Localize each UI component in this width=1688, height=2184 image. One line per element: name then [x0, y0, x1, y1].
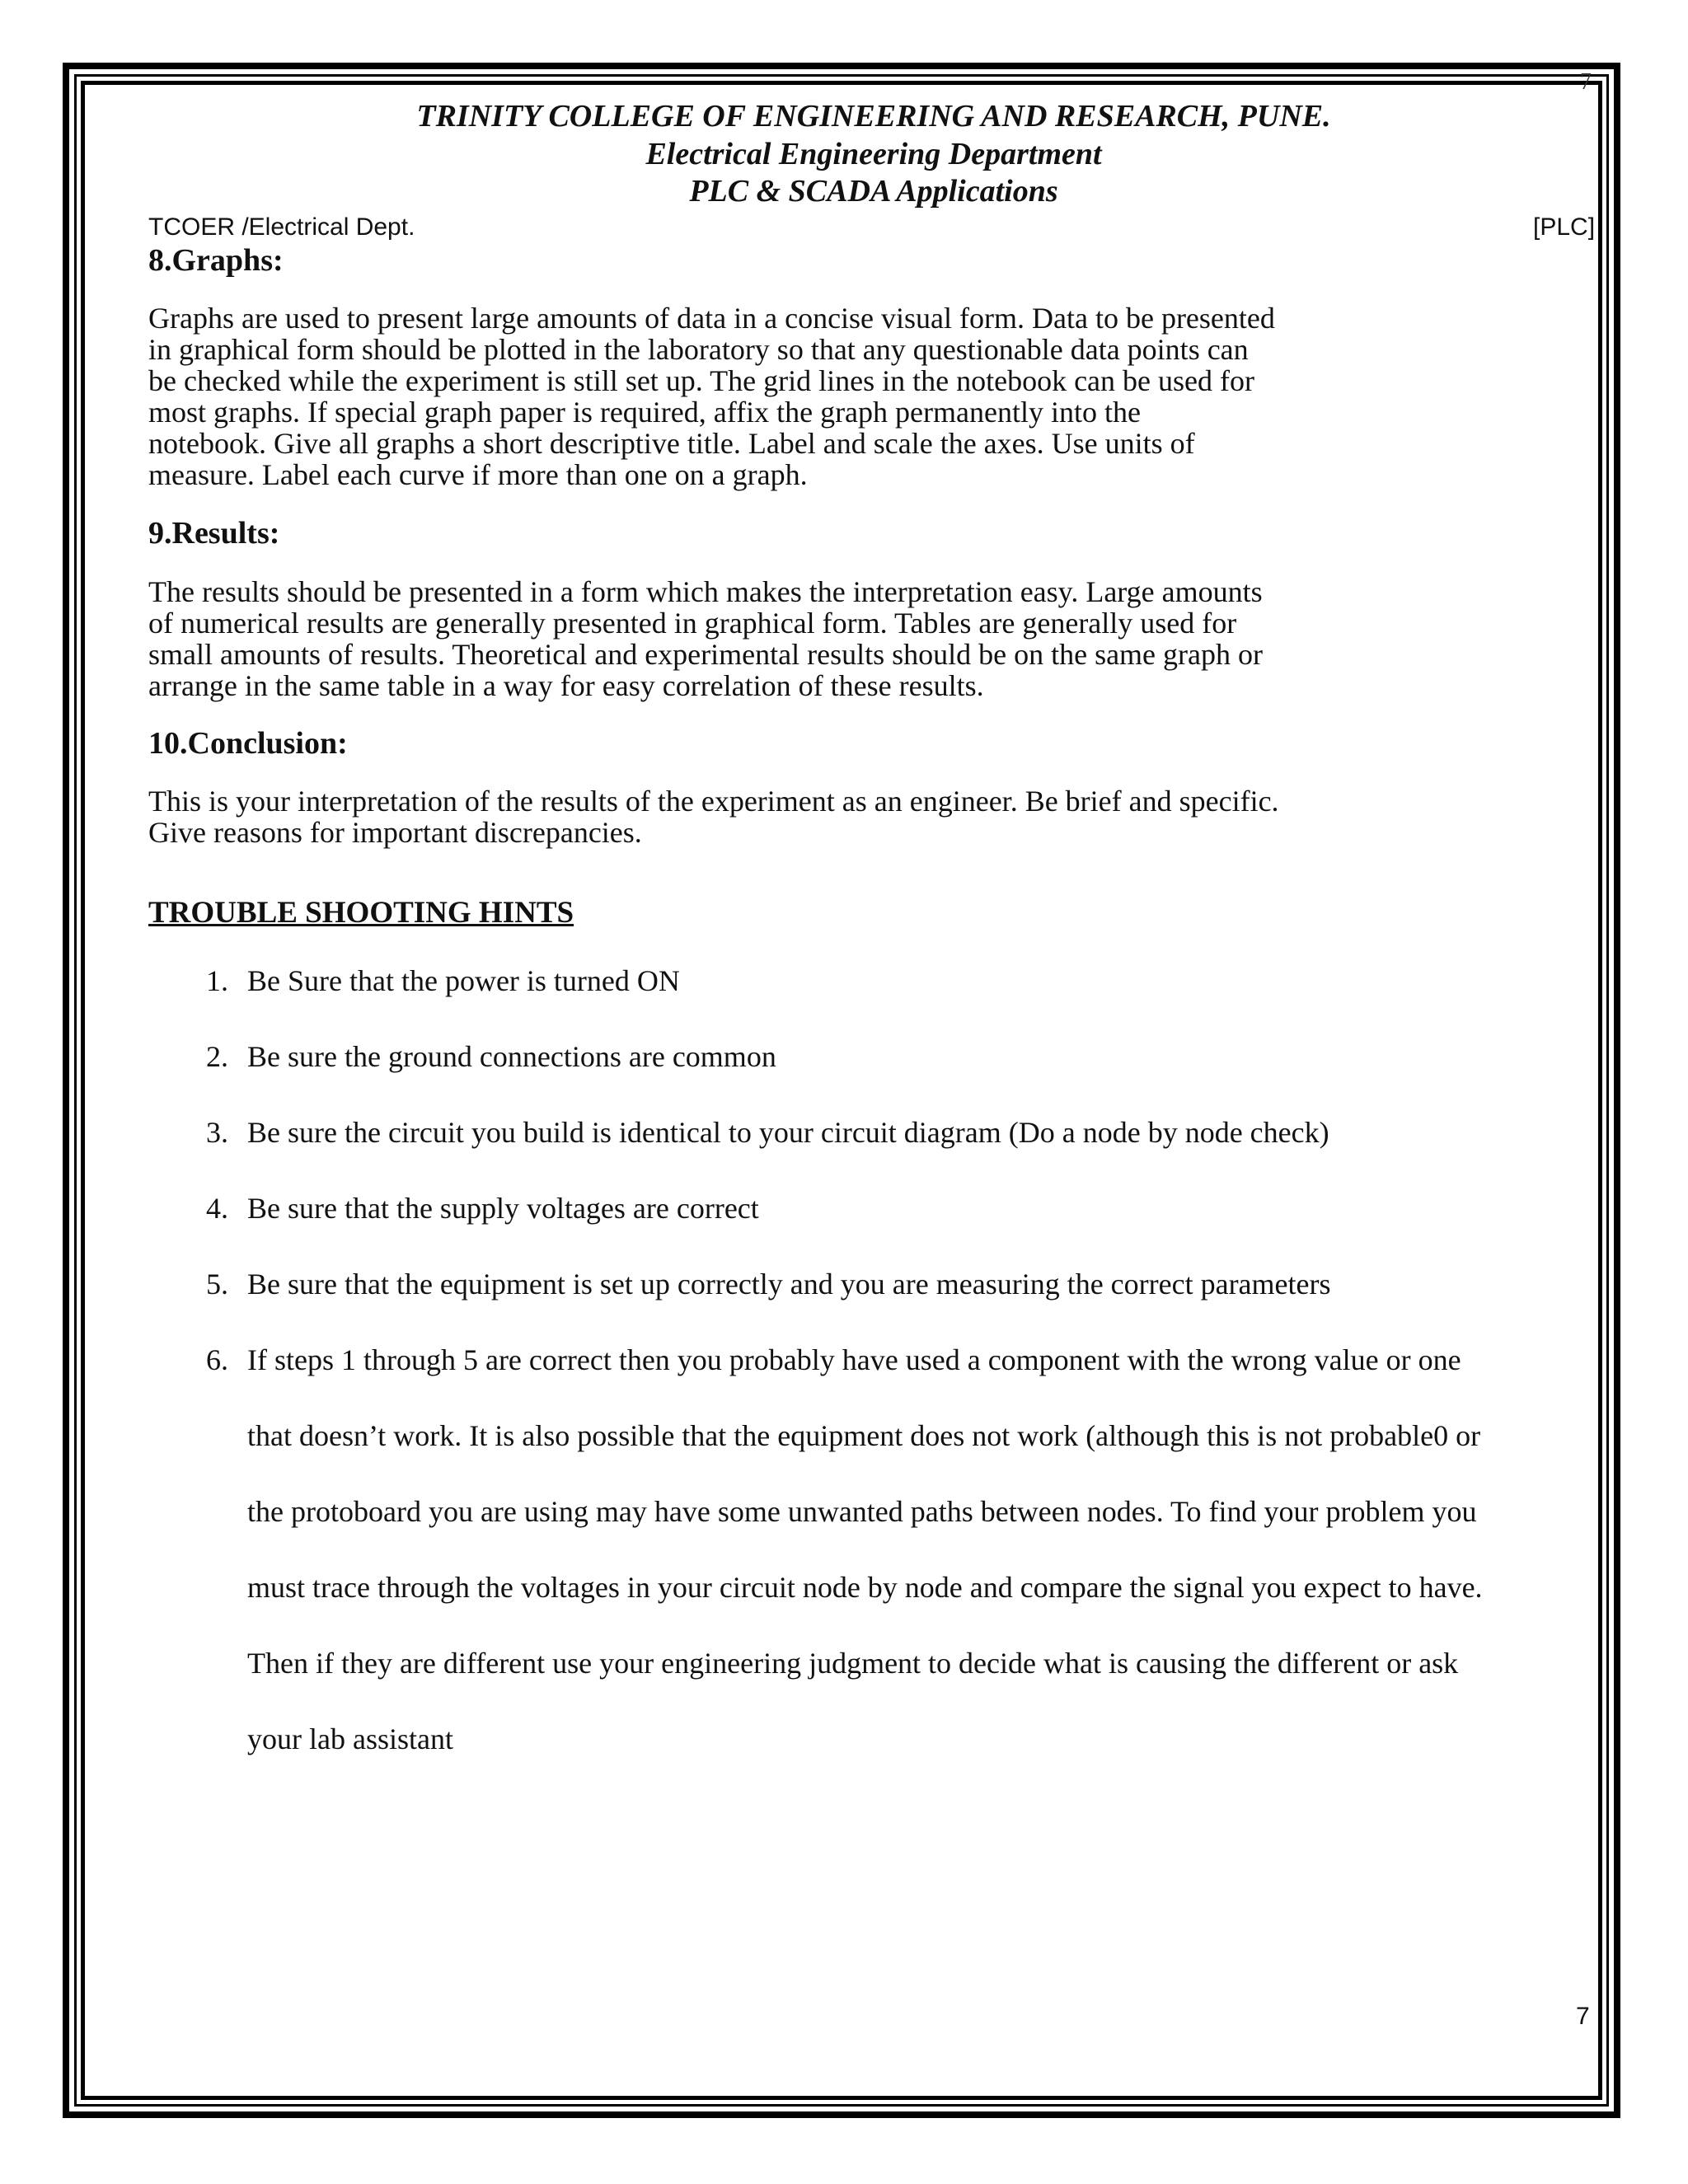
list-item-text-line: If steps 1 through 5 are correct then you probably have used a component with the wrong value or one — [247, 1343, 1461, 1376]
header-left-tag: TCOER /Electrical Dept. — [148, 213, 415, 241]
text-line: in graphical form should be plotted in the laboratory so that any questionable data points can — [148, 333, 1249, 366]
college-name: TRINITY COLLEGE OF ENGINEERING AND RESEARCH, PUNE. — [416, 99, 1331, 134]
list-item-text: Be Sure that the power is turned ON — [247, 964, 680, 997]
section-body-conclusion — [148, 785, 1434, 848]
page-number: 7 — [1576, 2003, 1590, 2030]
list-item-number: 3. — [206, 1116, 228, 1149]
section-title-graphs: 8.Graphs: — [148, 243, 284, 278]
list-item-text-line: your lab assistant — [247, 1722, 453, 1755]
list-item-text: Be sure the circuit you build is identical to your circuit diagram (Do a node by node check) — [247, 1116, 1329, 1149]
list-item-number: 1. — [206, 964, 228, 997]
hints-title: TROUBLE SHOOTING HINTS — [148, 896, 574, 930]
text-line: Graphs are used to present large amounts of data in a concise visual form. Data to be presented — [148, 302, 1275, 335]
section-body-graphs — [148, 302, 1434, 490]
text-line: be checked while the experiment is still set up. The grid lines in the notebook can be used for — [148, 364, 1254, 397]
list-item-number: 4. — [206, 1192, 228, 1225]
department-name: Electrical Engineering Department — [645, 137, 1102, 171]
text-line: The results should be presented in a form which makes the interpretation easy. Large amounts — [148, 575, 1263, 608]
list-item-number: 6. — [206, 1343, 228, 1376]
list-item-text-line: the protoboard you are using may have some unwanted paths between nodes. To find your problem you — [247, 1495, 1477, 1528]
text-line: Give reasons for important discrepancies. — [148, 816, 642, 849]
text-line: arrange in the same table in a way for easy correlation of these results. — [148, 669, 984, 702]
list-item-text: Be sure that the equipment is set up correctly and you are measuring the correct parameters — [247, 1268, 1331, 1301]
section-title-results: 9.Results: — [148, 516, 280, 551]
list-item-text: Be sure that the supply voltages are correct — [247, 1192, 759, 1225]
list-item-number: 5. — [206, 1268, 228, 1301]
text-line: notebook. Give all graphs a short descriptive title. Label and scale the axes. Use units of — [148, 427, 1195, 460]
text-line: measure. Label each curve if more than one on a graph. — [148, 458, 808, 491]
section-body-results — [148, 576, 1434, 701]
text-line: small amounts of results. Theoretical and experimental results should be on the same graph or — [148, 638, 1263, 671]
text-line: most graphs. If special graph paper is required, affix the graph permanently into the — [148, 396, 1141, 429]
list-item-text-line: that doesn’t work. It is also possible that the equipment does not work (although this is not probable0 or — [247, 1419, 1481, 1452]
list-item-text-line: Then if they are different use your engineering judgment to decide what is causing the different or ask — [247, 1647, 1459, 1680]
list-item-number: 2. — [206, 1040, 228, 1073]
list-item-text: Be sure the ground connections are common — [247, 1040, 776, 1073]
text-line: This is your interpretation of the results of the experiment as an engineer. Be brief and specific. — [148, 785, 1279, 818]
course-title: PLC & SCADA Applications — [689, 174, 1058, 209]
section-title-conclusion: 10.Conclusion: — [148, 726, 348, 761]
header-right-tag: [PLC] — [1533, 213, 1596, 241]
list-item-text-line: must trace through the voltages in your circuit node by node and compare the signal you expect to have. — [247, 1571, 1483, 1604]
text-line: of numerical results are generally presented in graphical form. Tables are generally used for — [148, 607, 1237, 640]
corner-mark: 7 — [1580, 69, 1592, 95]
